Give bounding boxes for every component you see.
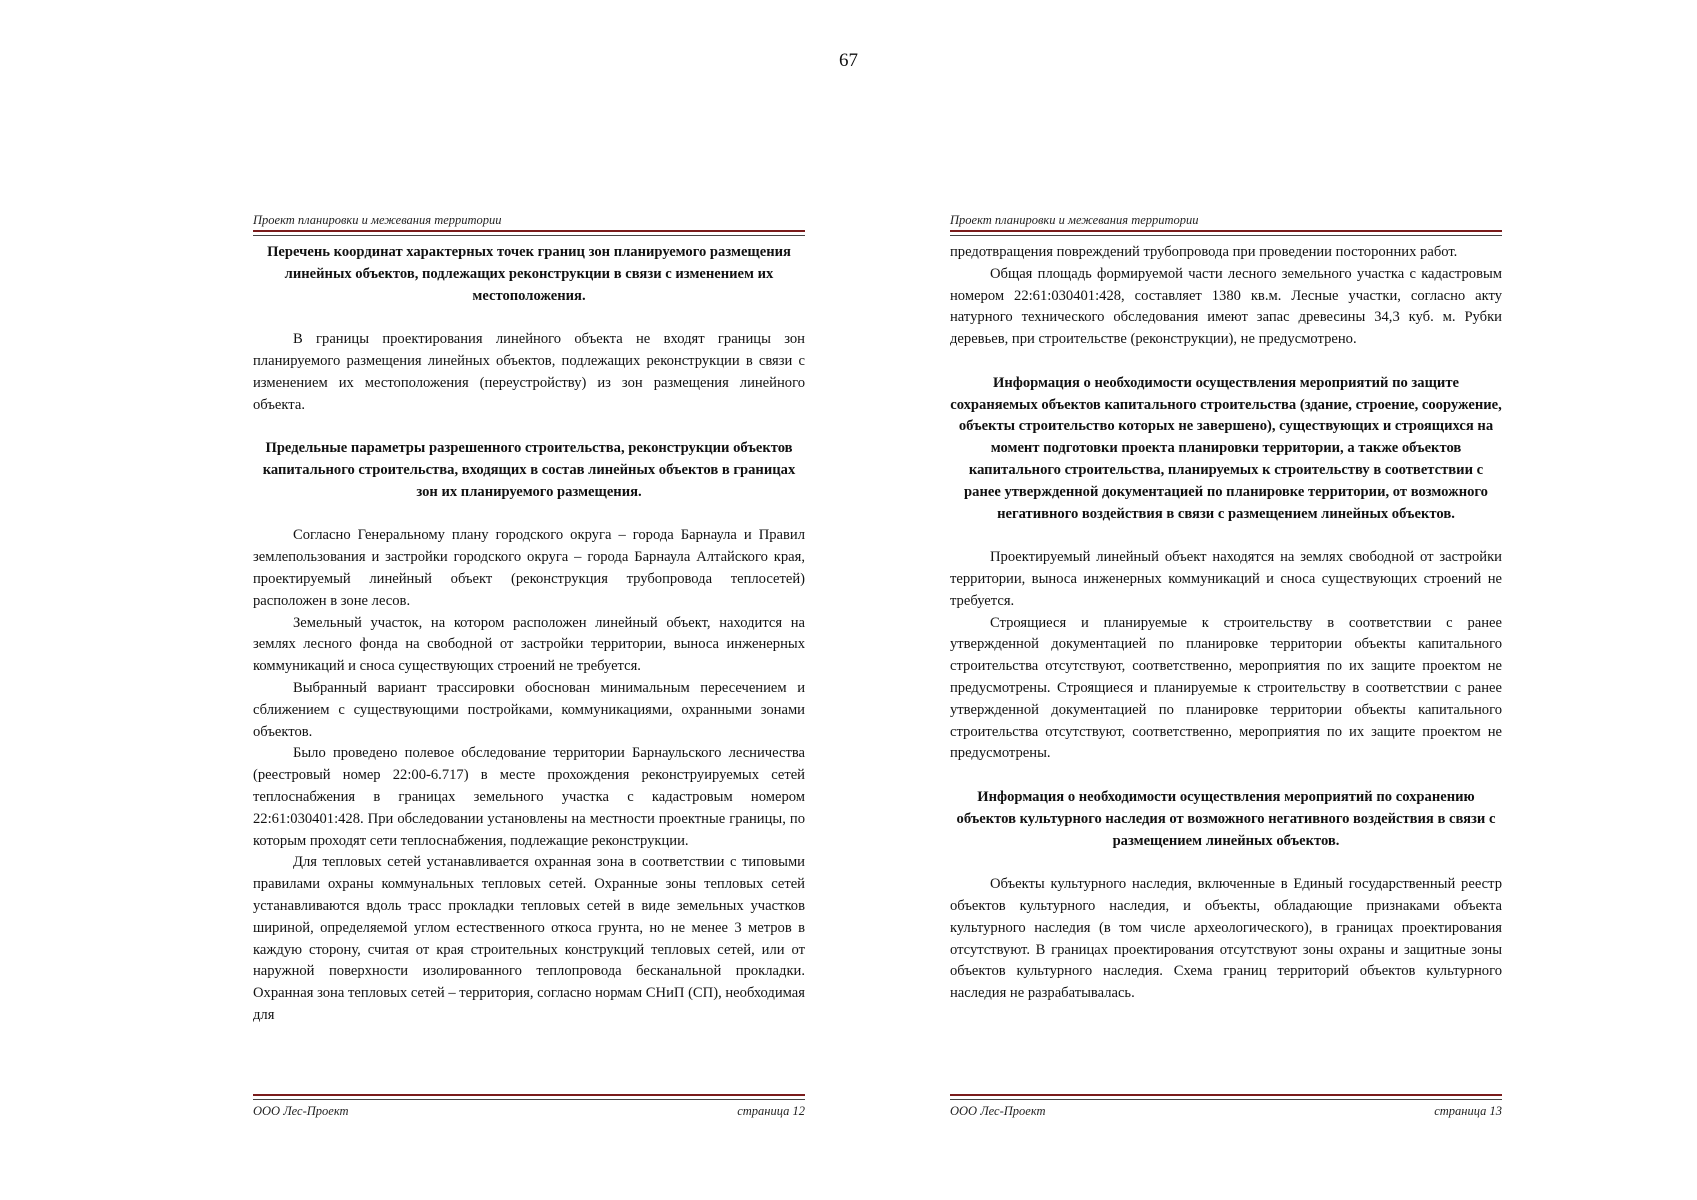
header-rule (950, 230, 1502, 236)
paragraph: Для тепловых сетей устанавливается охранная зона в соответствии с типовыми правилами охраны коммунальных тепловых сетей. Охранные зоны тепловых сетей устанавливаются вдоль трасс прокладки тепловых сетей в виде земельных участков шириной, определяемой углом естественного откоса грунта, но не менее 3 метров в каждую сторону, считая от края строительных конструкций тепловых сетей, или от наружной поверхности изолированного теплопровода бесканальной прокладки. Охранная зона тепловых сетей – территория, согласно нормам СНиП (СП), необходимая для (253, 854, 805, 1023)
page-body (950, 242, 1502, 1005)
paragraph: Проектируемый линейный объект находятся на землях свободной от застройки территории, выноса инженерных коммуникаций и сноса существующих строений не требуется. (950, 549, 1502, 609)
paragraph: Строящиеся и планируемые к строительству в соответствии с ранее утвержденной документацией по планировке территории объекты капитального строительства отсутствуют, соответственно, мероприятия по их защите проектом не предусмотрены. Строящиеся и планируемые к строительству в соответствии с ранее утвержденной документацией по планировке территории объекты капитального строительства отсутствуют, соответственно, мероприятия по их защите проектом не предусмотрены. (950, 614, 1502, 762)
paragraph: Объекты культурного наследия, включенные в Единый государственный реестр объектов культурного наследия, и объекты, обладающие признаками объекта культурного наследия (в том числе археологического), в границах проектирования отсутствуют. В границах проектирования отсутствуют зоны охраны и защитные зоны объектов культурного наследия. Схема границ территорий объектов культурного наследия не разрабатывалась. (950, 876, 1502, 1002)
header-rule (253, 230, 805, 236)
page-footer (950, 1094, 1502, 1119)
section-heading: Информация о необходимости осуществления мероприятий по защите сохраняемых объектов капитального строительства (здание, строение, сооружение, объекты строительство которых не завершено), существующих и строящихся на момент подготовки проекта планировки территории, а также объектов капитального строительства, планируемых к строительству в соответствии с ранее утвержденной документацией по планировке территории, от возможного негативного воздействия в связи с размещением линейных объектов. (950, 374, 1502, 522)
paragraph: Общая площадь формируемой части лесного земельного участка с кадастровым номером 22:61:030401:428, составляет 1380 кв.м. Лесные участки, согласно акту натурного технического обследования имеют запас древесины 34,3 куб. м. Рубки деревьев, при строительстве (реконструкции), не предусмотрено. (950, 265, 1502, 348)
paragraph: предотвращения повреждений трубопровода при проведении посторонних работ. (950, 244, 1458, 260)
footer-rule (950, 1094, 1502, 1100)
section-heading: Информация о необходимости осуществления мероприятий по сохранению объектов культурного наследия от возможного негативного воздействия в связи с размещением линейных объектов. (956, 788, 1496, 849)
sheet-page-number: 67 (839, 50, 858, 71)
footer-page-number: страница 12 (737, 1104, 805, 1118)
paragraph: Было проведено полевое обследование территории Барнаульского лесничества (реестровый номер 22:00-6.717) в месте прохождения реконструируемых сетей теплоснабжения в границах земельного участка с кадастровым номером 22:61:030401:428. При обследовании установлены на местности проектные границы, по которым проходят сети теплоснабжения, подлежащие реконструкции. (253, 745, 805, 849)
page-footer (253, 1094, 805, 1119)
footer-rule (253, 1094, 805, 1100)
section-heading: Перечень координат характерных точек границ зон планируемого размещения линейных объектов, подлежащих реконструкции в связи с изменением их местоположения. (267, 244, 791, 304)
page-body (253, 242, 805, 1027)
page-right (950, 212, 1502, 1124)
paragraph: Земельный участок, на котором расположен линейный объект, находится на землях лесного фонда на свободной от застройки территории, выноса инженерных коммуникаций и сноса существующих строений не требуется. (253, 614, 805, 675)
footer-company: ООО Лес-Проект (253, 1104, 349, 1118)
running-head: Проект планировки и межевания территории (253, 213, 502, 227)
footer-page-number: страница 13 (1434, 1104, 1502, 1118)
page-left (253, 212, 805, 1124)
section-heading: Предельные параметры разрешенного строительства, реконструкции объектов капитального строительства, входящих в состав линейных объектов в границах зон их планируемого размещения. (262, 440, 796, 500)
footer-company: ООО Лес-Проект (950, 1104, 1046, 1118)
paragraph: В границы проектирования линейного объекта не входят границы зон планируемого размещения линейных объектов, подлежащих реконструкции в связи с изменением их местоположения (переустройству) из зон размещения линейного объекта. (253, 331, 805, 413)
paragraph: Выбранный вариант трассировки обоснован минимальным пересечением и сближением с существующими постройками, коммуникациями, охранными зонами объектов. (253, 679, 805, 740)
paragraph: Согласно Генеральному плану городского округа – города Барнаула и Правил землепользования и застройки городского округа – города Барнаула Алтайского края, проектируемый линейный объект (реконструкция трубопровода теплосетей) расположен в зоне лесов. (253, 527, 805, 609)
running-head: Проект планировки и межевания территории (950, 213, 1199, 227)
